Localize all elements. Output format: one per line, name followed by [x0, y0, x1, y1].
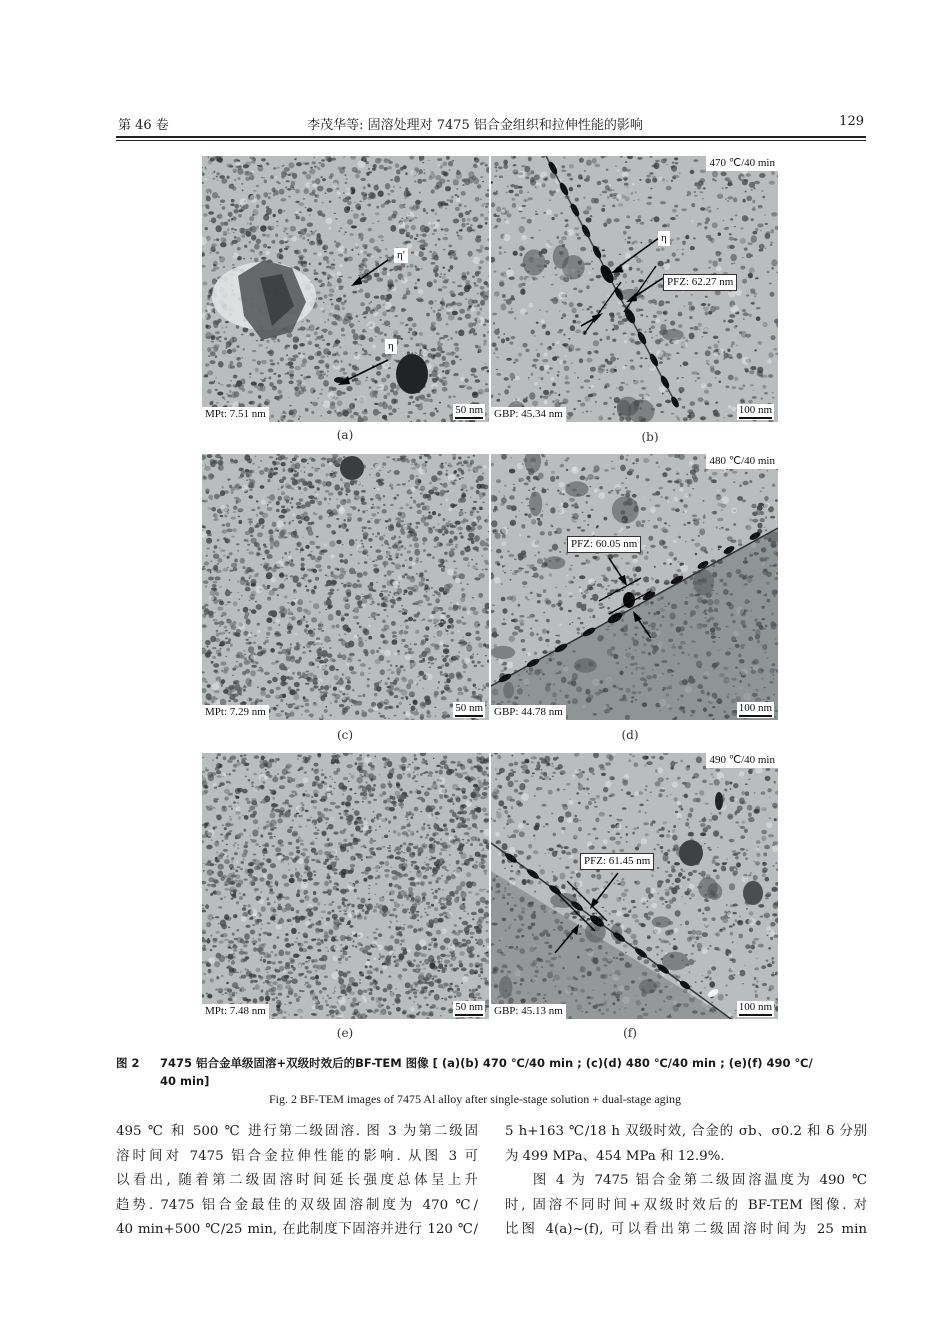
- text-line: 495 ℃ 和 500 ℃ 进行第二级固溶. 图 3 为第二级固: [116, 1124, 478, 1139]
- tem-panel-a: [202, 156, 489, 422]
- text-line: 溶时间对 7475 铝合金拉伸性能的影响. 从图 3 可: [116, 1148, 478, 1164]
- panel-label-c: (c): [336, 728, 354, 742]
- scale-bar: 50 nm: [453, 1001, 485, 1017]
- figure-label: 图 2: [116, 1056, 140, 1070]
- scale-bar: 100 nm: [737, 404, 774, 420]
- text-line: 比图 4(a)~(f), 可以看出第二级固溶时间为 25 min: [505, 1222, 867, 1238]
- text-line: 趋势. 7475 铝合金最佳的双级固溶制度为 470 ℃/: [116, 1197, 478, 1213]
- body-column-right: [505, 1120, 867, 1243]
- volume-number: 第 46 卷: [118, 118, 169, 133]
- scale-bar: 50 nm: [453, 702, 485, 718]
- text-line: 时, 固溶不同时间+双级时效后的 BF-TEM 图像. 对: [505, 1197, 867, 1213]
- running-title: 李茂华等: 固溶处理对 7475 铝合金组织和拉伸性能的影响: [307, 118, 643, 133]
- text-line: 以看出, 随着第二级固溶时间延长强度总体呈上升: [116, 1173, 478, 1189]
- annotation-pfz: PFZ: 61.45 nm: [580, 853, 654, 870]
- measurement-label: GBP: 44.78 nm: [491, 705, 566, 720]
- page-number: 129: [839, 114, 864, 129]
- panel-overlay: [202, 156, 489, 422]
- text-line: 40 min+500 ℃/25 min, 在此制度下固溶并进行 120 ℃/: [116, 1222, 478, 1238]
- text-line: 图 4 为 7475 铝合金第二级固溶温度为 490 ℃: [505, 1173, 867, 1189]
- caption-line-2: 40 min]: [160, 1074, 210, 1088]
- panel-label-d: (d): [621, 728, 639, 742]
- measurement-label: MPt: 7.51 nm: [202, 407, 269, 422]
- text-line: 5 h+163 ℃/18 h 双级时效, 合金的 σb、σ0.2 和 δ 分别: [505, 1124, 867, 1139]
- solution-condition: 490 ℃/40 min: [706, 753, 778, 768]
- header-rule: [116, 136, 866, 138]
- panel-label-a: (a): [336, 428, 354, 442]
- annotation-eta: η: [385, 339, 397, 354]
- measurement-label: GBP: 45.34 nm: [491, 407, 566, 422]
- figure-caption-zh: [116, 1054, 868, 1090]
- caption-line-1: 7475 铝合金单级固溶+双级时效后的BF-TEM 图像 [ (a)(b) 470 ℃/40 min ; (c)(d) 480 ℃/40 min ; (e)(f) 490 ℃/: [160, 1056, 813, 1070]
- tem-panel-f: [491, 753, 778, 1019]
- panel-overlay: [491, 753, 778, 1019]
- tem-panel-e: [202, 753, 489, 1019]
- solution-condition: 480 ℃/40 min: [706, 454, 778, 469]
- micrograph-texture: [202, 753, 489, 1019]
- scale-bar: 50 nm: [453, 404, 485, 420]
- measurement-label: MPt: 7.29 nm: [202, 705, 269, 720]
- measurement-label: MPt: 7.48 nm: [202, 1004, 269, 1019]
- body-column-left: [116, 1120, 478, 1243]
- tem-panel-c: [202, 454, 489, 720]
- grain-boundary: [546, 156, 680, 409]
- scale-bar: 100 nm: [737, 702, 774, 718]
- panel-label-f: (f): [623, 1026, 637, 1040]
- annotation-pfz: PFZ: 62.27 nm: [663, 274, 737, 291]
- scale-bar: 100 nm: [737, 1001, 774, 1017]
- figure-caption-en: Fig. 2 BF-TEM images of 7475 Al alloy after single-stage solution + dual-stage aging: [268, 1092, 682, 1106]
- panel-overlay: [202, 454, 489, 720]
- annotation-eta: η: [658, 231, 670, 246]
- tem-panel-b: [491, 156, 778, 422]
- tem-panel-d: [491, 454, 778, 720]
- panel-overlay: [491, 454, 778, 720]
- panel-label-b: (b): [641, 430, 659, 444]
- annotation-pfz: PFZ: 60.05 nm: [567, 536, 641, 553]
- measurement-label: GBP: 45.13 nm: [491, 1004, 566, 1019]
- header-rule-thin: [116, 140, 866, 141]
- panel-label-e: (e): [336, 1026, 354, 1040]
- solution-condition: 470 ℃/40 min: [706, 156, 778, 171]
- text-line: 为 499 MPa、454 MPa 和 12.9%.: [505, 1148, 725, 1164]
- annotation-eta-prime: η′: [394, 248, 408, 263]
